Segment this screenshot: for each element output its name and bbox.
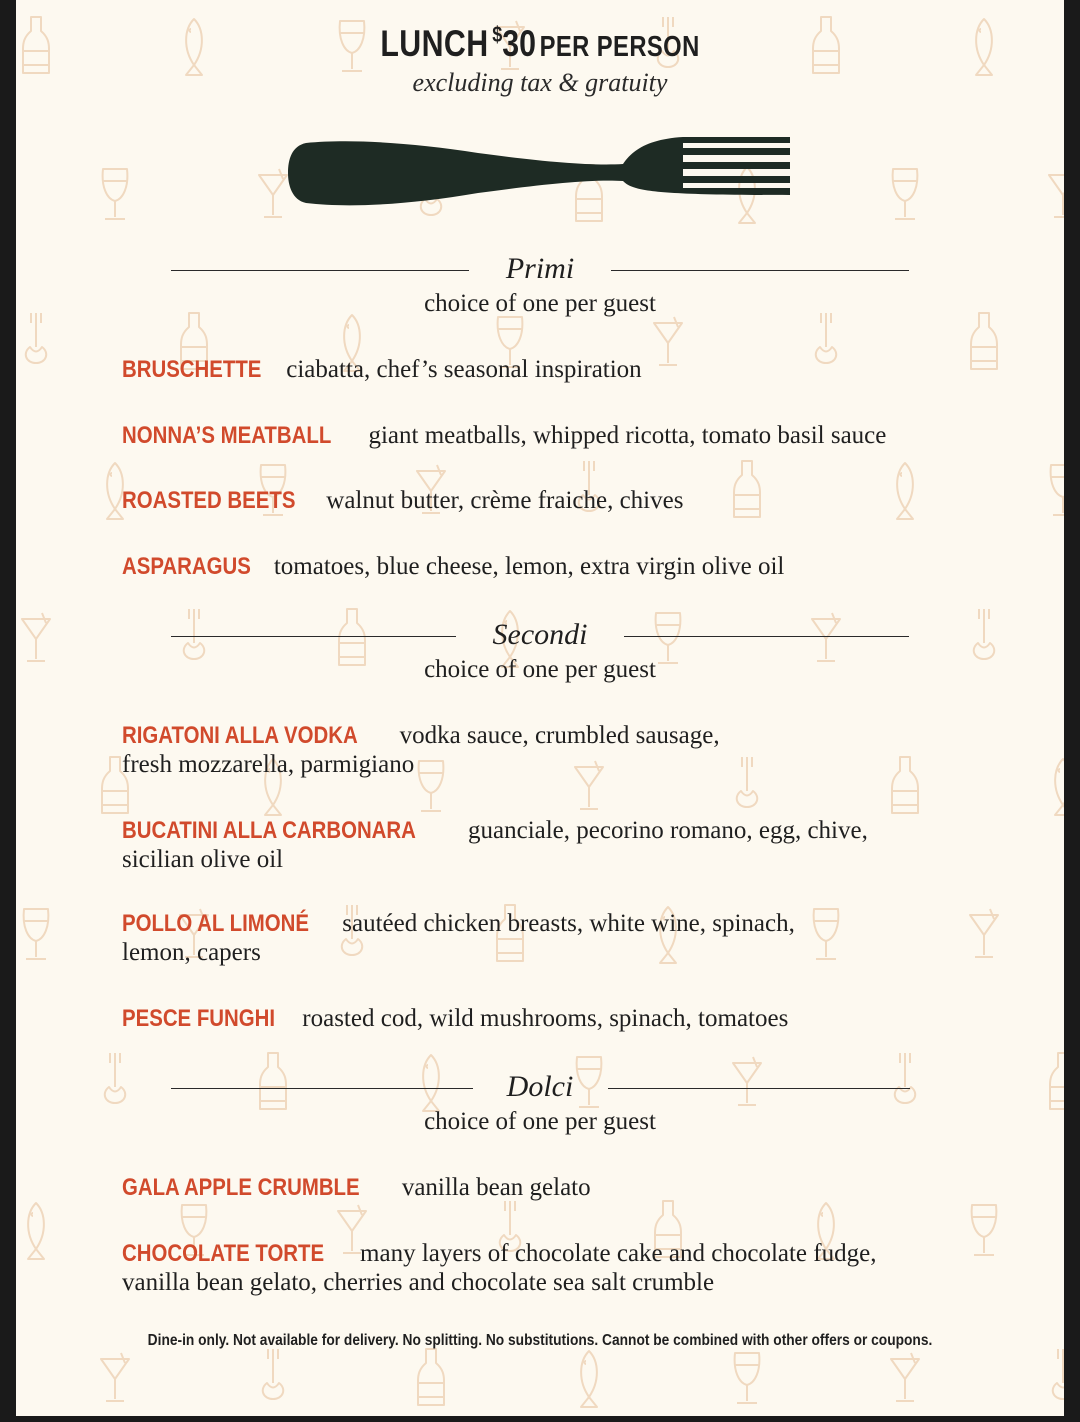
fish-icon <box>976 19 992 75</box>
section-subtitle-primi: choice of one per guest <box>424 290 656 317</box>
item-name: RIGATONI ALLA VODKA <box>122 722 358 749</box>
menu-item <box>122 355 1002 384</box>
menu-header <box>110 22 969 65</box>
item-description: walnut butter, crème fraiche, chives <box>326 487 684 514</box>
item-description: sautéed chicken breasts, white wine, spinach, <box>342 910 795 937</box>
item-description: roasted cod, wild mushrooms, spinach, tomatoes <box>302 1005 789 1032</box>
item-name: BRUSCHETTE <box>122 356 262 383</box>
menu-item <box>122 1004 1002 1033</box>
lunch-label: LUNCH <box>380 23 489 64</box>
wine-glass-icon <box>734 1353 760 1403</box>
item-description: guanciale, pecorino romano, egg, chive, <box>468 817 868 844</box>
cocktail-glass-icon <box>1049 169 1064 217</box>
item-description: tomatoes, blue cheese, lemon, extra virgin olive oil <box>273 553 785 580</box>
wine-bottle-icon <box>418 1349 444 1405</box>
menu-item <box>122 486 1002 515</box>
section-title-primi: Primi <box>505 252 575 285</box>
menu-item <box>122 721 1002 779</box>
pasta-fork-icon <box>26 313 47 363</box>
item-name: ROASTED BEETS <box>122 487 296 514</box>
item-description-cont: lemon, capers <box>122 939 261 966</box>
fork-icon <box>288 133 792 213</box>
menu-item <box>122 552 1002 581</box>
footer-note: Dine-in only. Not available for delivery. No splitting. No substitutions. Cannot be combined with other offers or coupons. <box>147 1332 933 1349</box>
fish-icon <box>28 1203 44 1259</box>
price-amount: 30 <box>502 23 536 64</box>
section-subtitle-secondi: choice of one per guest <box>424 656 656 683</box>
menu-item <box>122 1239 1002 1297</box>
menu-sheet <box>16 0 1064 1416</box>
per-person-label: PER PERSON <box>539 31 700 63</box>
fish-icon <box>1055 759 1064 815</box>
item-description-cont: vanilla bean gelato, cherries and chocolate sea salt crumble <box>122 1269 715 1296</box>
menu-item <box>122 816 1002 874</box>
fish-icon <box>107 463 123 519</box>
item-description: vodka sauce, crumbled sausage, <box>399 722 720 749</box>
menu-item <box>122 421 1022 450</box>
item-name: NONNA’S MEATBALL <box>122 422 332 449</box>
item-name: CHOCOLATE TORTE <box>122 1240 325 1267</box>
pasta-fork-icon <box>1053 1349 1064 1399</box>
menu-item <box>122 1173 1002 1202</box>
item-description: vanilla bean gelato <box>401 1174 591 1201</box>
price-dollar: $ <box>492 22 503 47</box>
pasta-fork-icon <box>263 1349 284 1399</box>
item-name: GALA APPLE CRUMBLE <box>122 1174 360 1201</box>
header-subtitle: excluding tax & gratuity <box>412 68 668 97</box>
wine-glass-icon <box>892 169 918 219</box>
item-description-cont: fresh mozzarella, parmigiano <box>122 751 415 778</box>
fish-icon <box>581 1351 597 1407</box>
section-title-dolci: Dolci <box>506 1070 574 1103</box>
section-subtitle-dolci: choice of one per guest <box>424 1108 656 1135</box>
cocktail-glass-icon <box>259 169 287 217</box>
item-name: POLLO AL LIMONÉ <box>122 910 309 937</box>
menu-item <box>122 909 1002 967</box>
item-name: ASPARAGUS <box>122 553 251 580</box>
item-description-cont: sicilian olive oil <box>122 846 284 873</box>
cocktail-glass-icon <box>891 1353 919 1401</box>
wine-glass-icon <box>102 169 128 219</box>
price <box>492 23 536 64</box>
wine-bottle-icon <box>23 17 49 73</box>
section-title-secondi: Secondi <box>492 618 588 651</box>
item-name: BUCATINI ALLA CARBONARA <box>122 817 416 844</box>
item-name: PESCE FUNGHI <box>122 1005 276 1032</box>
wine-glass-icon <box>23 909 49 959</box>
item-description: giant meatballs, whipped ricotta, tomato basil sauce <box>368 422 887 449</box>
item-description: ciabatta, chef’s seasonal inspiration <box>286 356 642 383</box>
wine-glass-icon <box>1050 465 1064 515</box>
item-description: many layers of chocolate cake and chocolate fudge, <box>360 1240 877 1267</box>
cocktail-glass-icon <box>101 1353 129 1401</box>
